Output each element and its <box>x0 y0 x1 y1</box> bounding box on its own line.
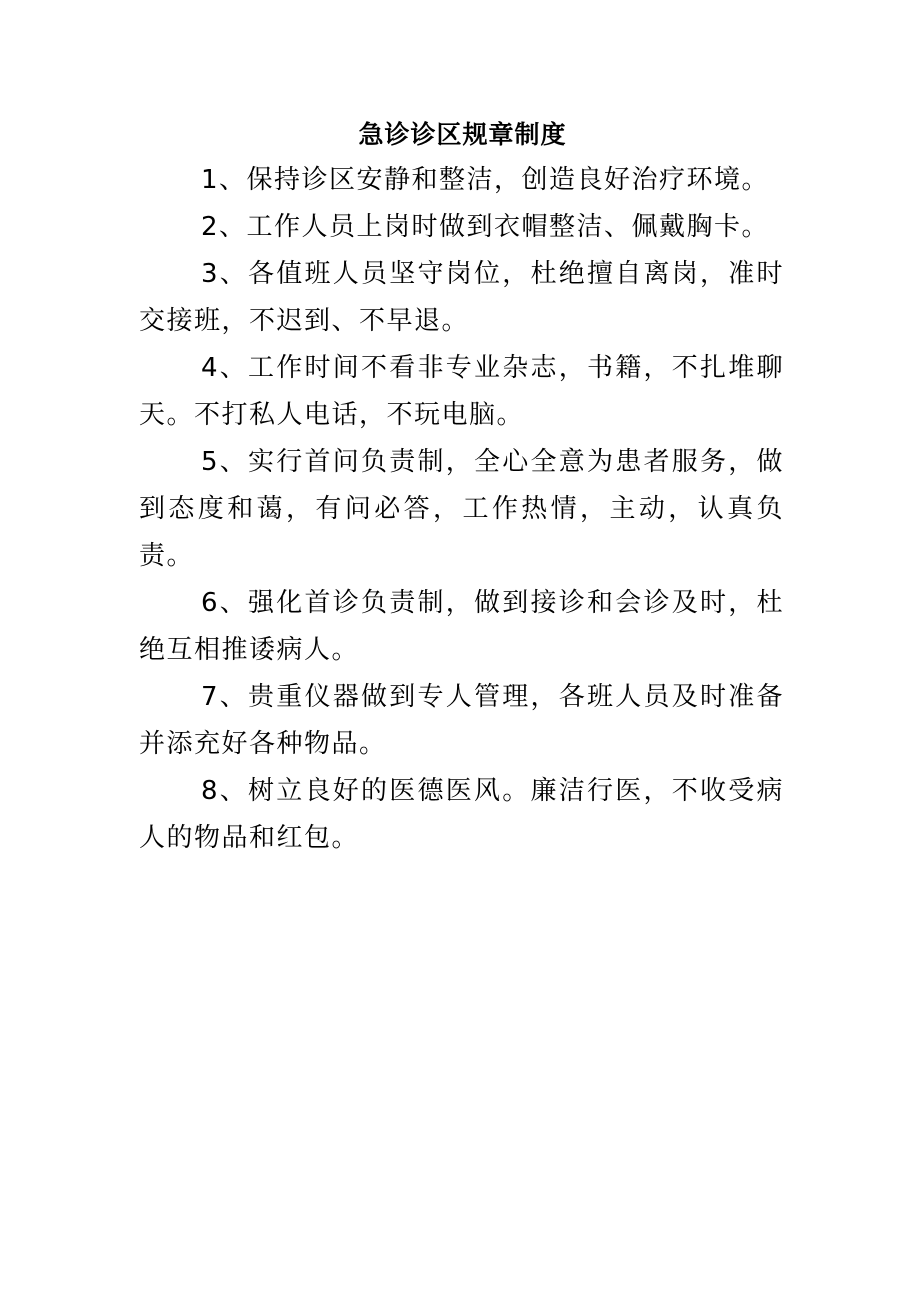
rule-item-3: 3、各值班人员坚守岗位，杜绝擅自离岗，准时交接班，不迟到、不早退。 <box>139 259 784 336</box>
document-title: 急诊诊区规章制度 <box>358 120 567 149</box>
rule-item-6: 6、强化首诊负责制，做到接诊和会诊及时，杜绝互相推诿病人。 <box>139 588 784 665</box>
rule-item-7: 7、贵重仪器做到专人管理，各班人员及时准备并添充好各种物品。 <box>139 682 784 759</box>
rule-item-2: 2、工作人员上岗时做到衣帽整洁、佩戴胸卡。 <box>201 212 770 242</box>
document-body <box>139 116 784 862</box>
rule-item-4: 4、工作时间不看非专业杂志，书籍，不扎堆聊天。不打私人电话，不玩电脑。 <box>139 353 784 430</box>
rule-item-5: 5、实行首问负责制，全心全意为患者服务，做到态度和蔼，有问必答，工作热情，主动，认真负责。 <box>139 447 784 571</box>
rule-item-8: 8、树立良好的医德医风。廉洁行医，不收受病人的物品和红包。 <box>139 776 784 853</box>
rule-item-1: 1、保持诊区安静和整洁，创造良好治疗环境。 <box>201 165 770 195</box>
